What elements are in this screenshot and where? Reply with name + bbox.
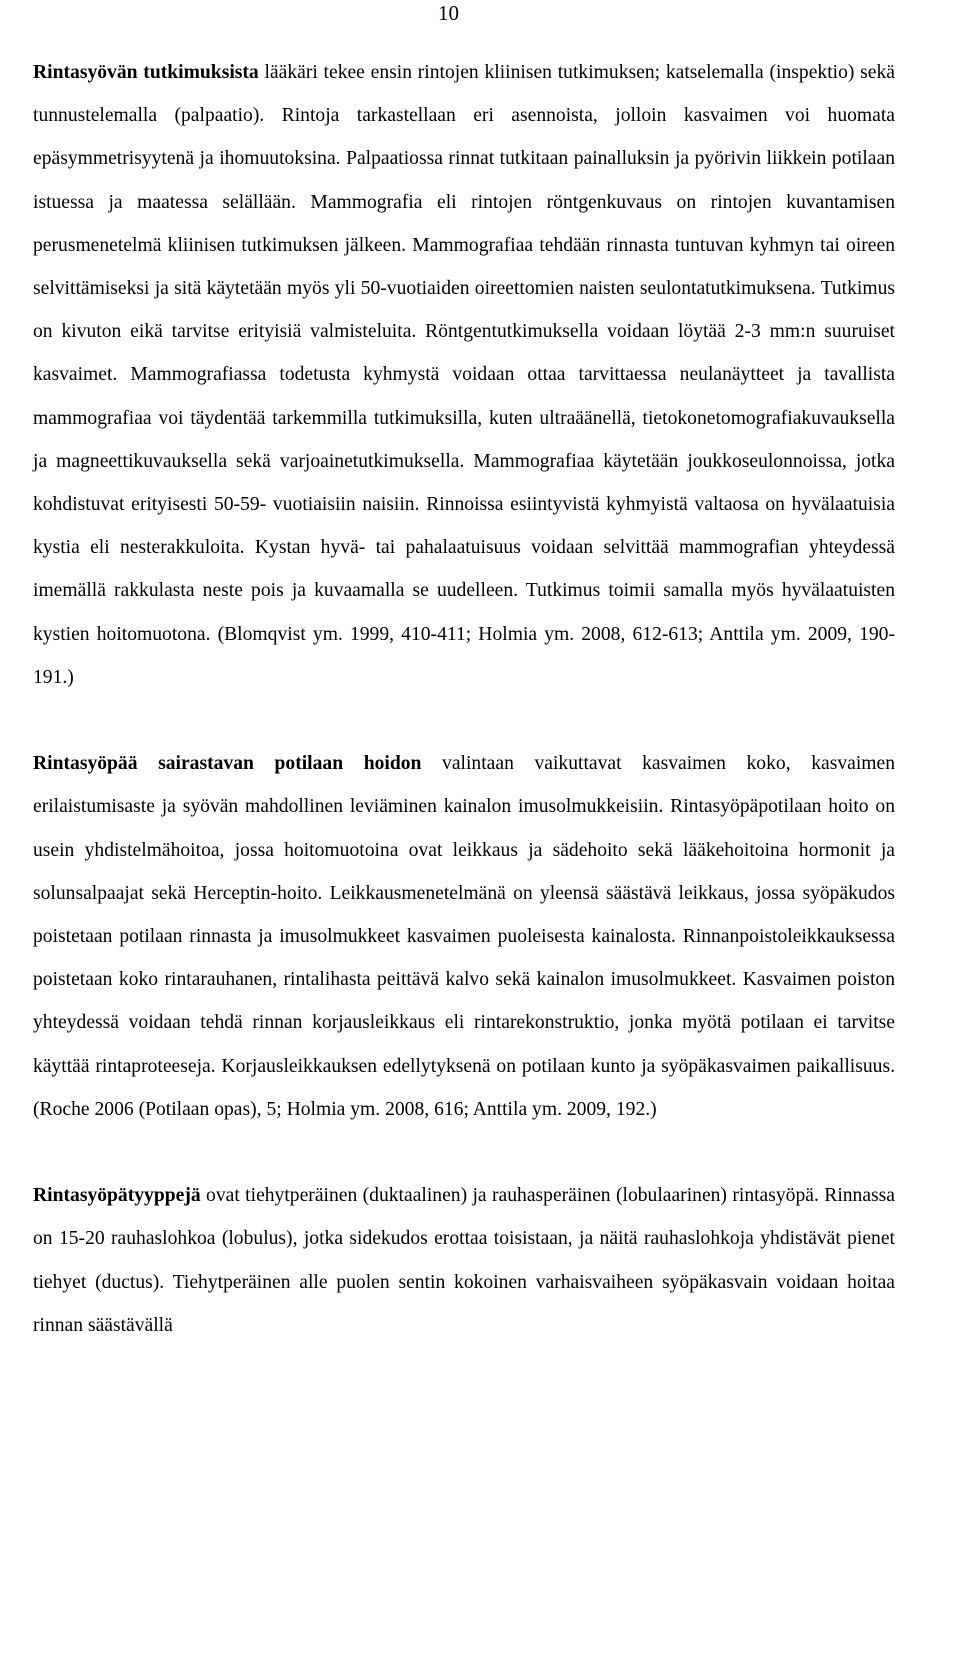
paragraph-text: lääkäri tekee ensin rintojen kliinisen tutkimuksen; katselemalla (inspektio) sekä tunnustelemalla (palpaatio). Rintoja tarkastellaan eri asennoista, jolloin kasvaimen voi huomata epäsymmetrisyytenä ja ihomuutoksina. Palpaatiossa rinnat tutkitaan painalluksin ja pyörivin liikkein potilaan istuessa ja maatessa selällään. Mammografia eli rintojen röntgenkuvaus on rintojen kuvantamisen perusmenetelmä kliinisen tutkimuksen jälkeen. Mammografiaa tehdään rinnasta tuntuvan kyhmyn tai oireen selvittämiseksi ja sitä käytetään myös yli 50-vuotiaiden oireettomien naisten seulontatutkimuksena. Tutkimus on kivuton eikä tarvitse erityisiä valmisteluita. Röntgentutkimuksella voidaan löytää 2-3 mm:n suuruiset kasvaimet. Mammografiassa todetusta kyhmystä voidaan ottaa tarvittaessa neulanäytteet ja tavallista mammografiaa voi täydentää tarkemmilla tutkimuksilla, kuten ultraäänellä, tietokonetomografiakuvauksella ja magneettikuvauksella sekä varjoainetutkimuksella. Mammografiaa käytetään joukkoseulonnoissa, jotka kohdistuvat erityisesti 50-59- vuotiaisiin naisiin. Rinnoissa esiintyvistä kyhmyistä valtaosa on hyvälaatuisia kystia eli nesterakkuloita. Kystan hyvä- tai pahalaatuisuus voidaan selvittää mammografian yhteydessä imemällä rakkulasta neste pois ja kuvaamalla se uudelleen. Tutkimus toimii samalla myös hyvälaatuisten kystien hoitomuotona. (Blomqvist ym. 1999, 410-411; Holmia ym. 2008, 612-613; Anttila ym. 2009, 190-191.)	[33, 62, 895, 688]
paragraph-breast-cancer-types	[33, 1174, 895, 1347]
paragraph-breast-cancer-examinations	[33, 51, 895, 699]
paragraph-lead-heading: Rintasyövän tutkimuksista	[33, 62, 259, 83]
paragraph-treatment-of-patient	[33, 742, 895, 1131]
paragraph-text: valintaan vaikuttavat kasvaimen koko, kasvaimen erilaistumisaste ja syövän mahdollinen leviäminen kainalon imusolmukkeisiin. Rintasyöpäpotilaan hoito on usein yhdistelmähoitoa, jossa hoitomuotoina ovat leikkaus ja sädehoito sekä lääkehoitoina hormonit ja solunsalpaajat sekä Herceptin-hoito. Leikkausmenetelmänä on yleensä säästävä leikkaus, jossa syöpäkudos poistetaan potilaan rinnasta ja imusolmukkeet kasvaimen puoleisesta kainalosta. Rinnanpoistoleikkauksessa poistetaan koko rintarauhanen, rintalihasta peittävä kalvo sekä kainalon imusolmukkeet. Kasvaimen poiston yhteydessä voidaan tehdä rinnan korjausleikkaus eli rintarekonstruktio, jonka myötä potilaan ei tarvitse käyttää rintaproteeseja. Korjausleikkauksen edellytyksenä on potilaan kunto ja syöpäkasvaimen paikallisuus. (Roche 2006 (Potilaan opas), 5; Holmia ym. 2008, 616; Anttila ym. 2009, 192.)	[33, 753, 895, 1120]
paragraph-text: ovat tiehytperäinen (duktaalinen) ja rauhasperäinen (lobulaarinen) rintasyöpä. Rinnassa on 15-20 rauhaslohkoa (lobulus), jotka sidekudos erottaa toisistaan, ja näitä rauhaslohkoja yhdistävät pienet tiehyet (ductus). Tiehytperäinen alle puolen sentin kokoinen varhaisvaiheen syöpäkasvain voidaan hoitaa rinnan säästävällä	[33, 1185, 895, 1336]
document-body	[33, 51, 895, 1347]
paragraph-lead-heading: Rintasyöpää sairastavan potilaan hoidon	[33, 753, 422, 775]
page-number: 10	[438, 1, 459, 25]
paragraph-lead-heading: Rintasyöpätyyppejä	[33, 1185, 201, 1207]
